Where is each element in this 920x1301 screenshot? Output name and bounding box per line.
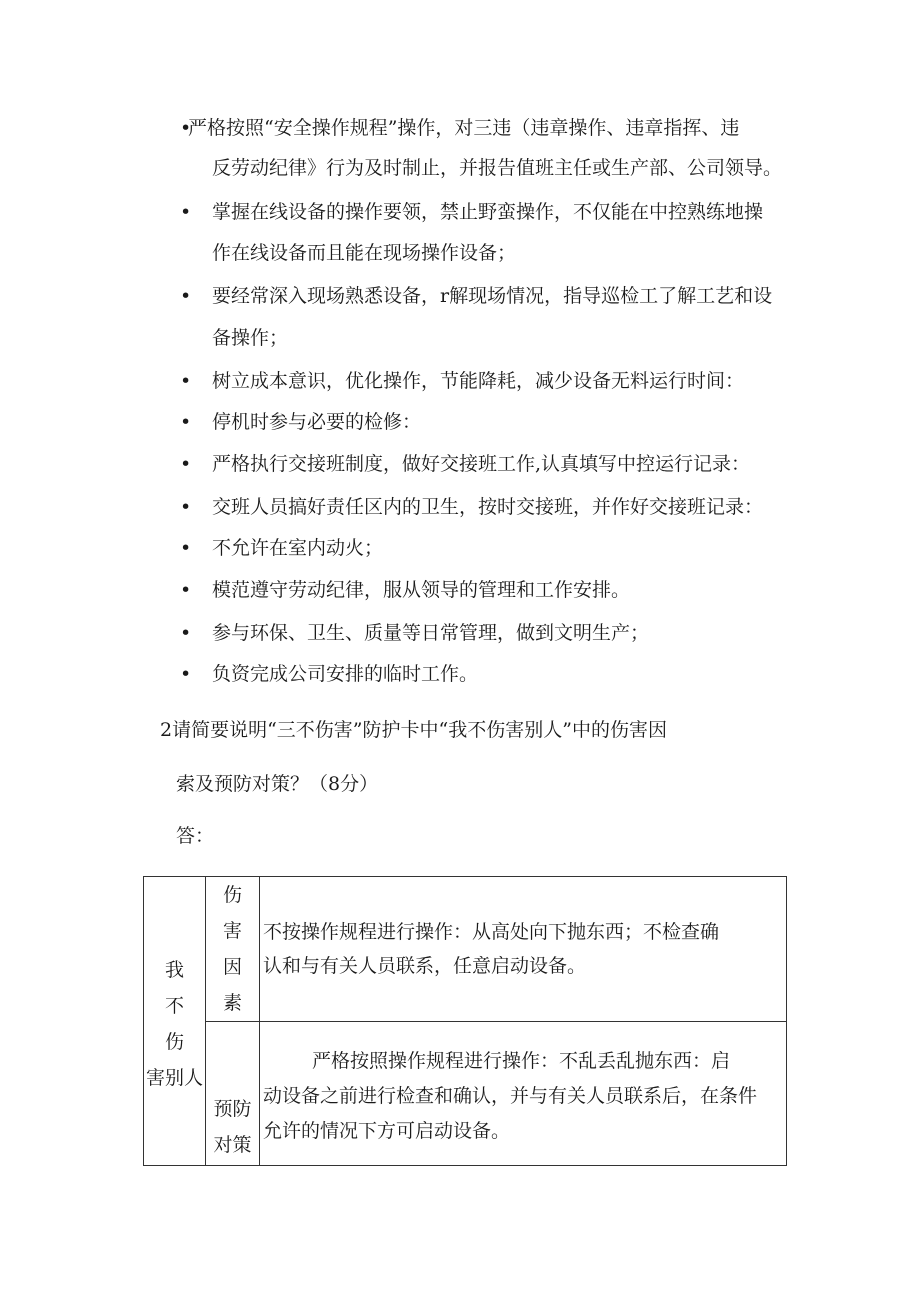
bullet-marker: • [180,453,192,475]
bullet-marker: • [180,117,192,139]
factor-label-cell [206,877,260,1022]
row-header-text [144,946,205,1096]
row-header-cell [144,877,206,1166]
bullet-item-line: 模范遵守劳动纪律，服从领导的管理和工作安排。 [212,579,631,601]
bullet-marker: • [180,411,192,433]
bullet-item-line: 不允许在室内动火； [212,537,384,559]
measure-label-cell [206,1022,260,1166]
factor-label-char: 伤 [222,884,242,906]
measure-content-line: 严格按照操作规程进行操作：不乱丢乱抛东西：启 [312,1050,731,1072]
bullet-item-line: 参与环保、卫生、质量等日常管理，做到文明生产； [212,622,650,644]
factor-label-char: 因 [222,956,242,978]
bullet-item-line: 严格按照“安全操作规程”操作，对三违（违章操作、违章指挥、违 [188,117,740,139]
table-row [144,1022,787,1166]
row-header-char: 我 [164,959,184,981]
table-row [144,877,787,1022]
row-header-char: 害别人 [145,1067,203,1089]
row-header-char: 不 [164,995,184,1017]
bullet-item-line: 严格执行交接班制度，做好交接班工作,认真填写中控运行记录： [212,453,751,475]
measure-label-line: 预防 [213,1098,252,1120]
factor-label-text [206,877,259,1021]
bullet-item-line: 备操作； [212,327,289,349]
measure-label-text [206,1091,259,1165]
bullet-item-line: 掌握在线设备的操作要领，禁止野蛮操作，不仅能在中控熟练地操 [212,201,764,223]
bullet-marker: • [180,201,192,223]
answer-label: 答： [176,825,215,847]
measure-label-line: 对策 [213,1134,252,1156]
bullet-marker: • [180,496,192,518]
bullet-marker: • [180,622,192,644]
measure-content-line: 允许的情况下方可启动设备。 [263,1120,511,1142]
bullet-item-line: 树立成本意识，优化操作，节能降耗，减少设备无料运行时间： [212,370,745,392]
bullet-item-line: 负资完成公司安排的临时工作。 [212,663,479,685]
bullet-marker: • [180,663,192,685]
factor-label-char: 害 [222,920,242,942]
question-line-2: 索及预防对策？（8分） [176,773,379,795]
factor-content-line: 认和与有关人员联系，任意启动设备。 [263,955,587,977]
bullet-marker: • [180,285,192,307]
bullet-marker: • [180,579,192,601]
answer-table [143,876,787,1166]
measure-content-cell [260,1022,787,1166]
bullet-item-line: 反劳动纪律》行为及时制止，并报告值班主任或生产部、公司领导。 [212,157,783,179]
bullet-item-line: 交班人员搞好责任区内的卫生，按时交接班，并作好交接班记录： [212,496,764,518]
factor-content-line: 不按操作规程进行操作：从高处向下抛东西；不检查确 [263,921,720,943]
bullet-item-line: 要经常深入现场熟悉设备，r解现场情况，指导巡检工了解工艺和设 [212,285,773,307]
factor-label-char: 素 [222,992,242,1014]
question-line-1: 2请简要说明“三不伤害”防护卡中“我不伤害别人”中的伤害因 [160,719,667,741]
bullet-item-line: 停机时参与必要的检修： [212,411,422,433]
factor-content-cell [260,877,787,1022]
bullet-item-line: 作在线设备而且能在现场操作设备； [212,242,517,264]
bullet-marker: • [180,537,192,559]
bullet-marker: • [180,370,192,392]
row-header-char: 伤 [164,1031,184,1053]
measure-content-line: 动设备之前进行检查和确认，并与有关人员联系后，在条件 [263,1085,758,1107]
